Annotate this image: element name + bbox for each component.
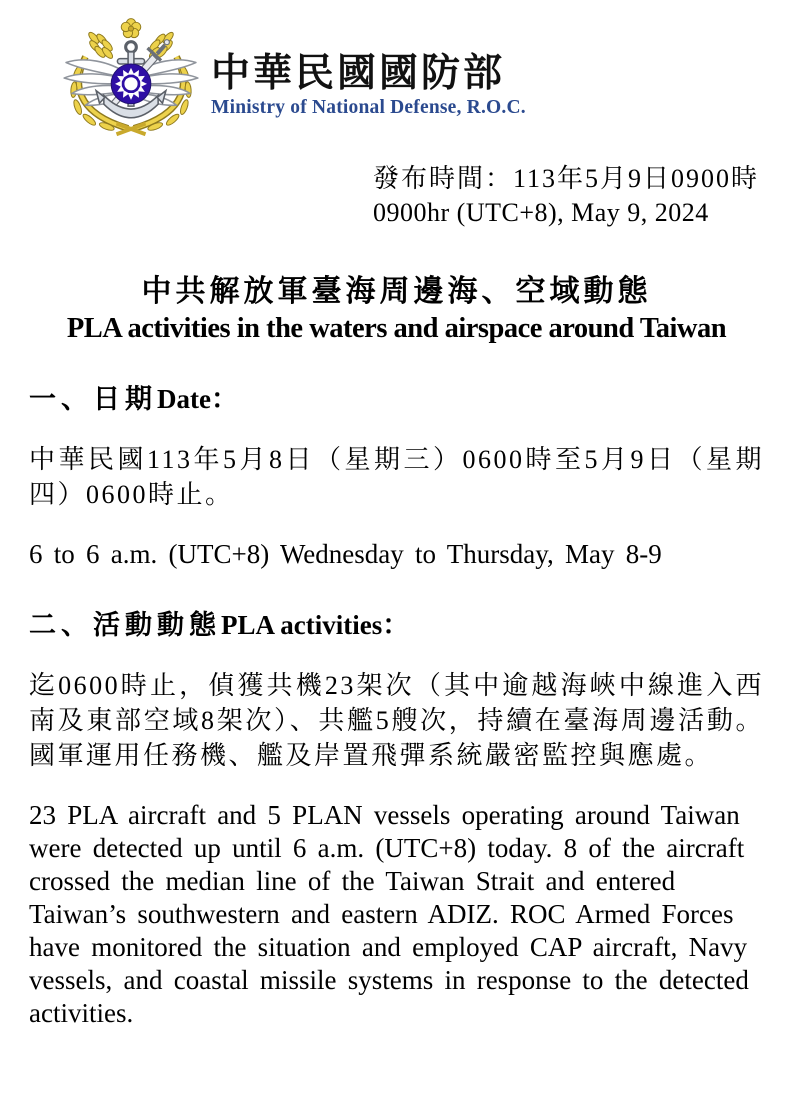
header-text xyxy=(211,16,526,119)
release-time xyxy=(373,162,764,230)
section-1-paragraph-en: 6 to 6 a.m. (UTC+8) Wednesday to Thursday, May 8-9 xyxy=(29,539,662,569)
wheat-ear-left xyxy=(83,27,118,63)
section-2-heading xyxy=(29,603,764,642)
document-title-en: PLA activities in the waters and airspace around Taiwan xyxy=(66,313,727,344)
mnd-emblem-icon xyxy=(57,16,205,142)
document-title-zh: 中共解放軍臺海周邊海、空域動態 xyxy=(141,275,652,308)
section-2-heading-en: PLA activities： xyxy=(221,610,410,640)
roc-sun xyxy=(111,64,151,104)
section-1-heading-zh: 一、日期 xyxy=(29,384,157,414)
plum-blossom xyxy=(121,19,141,38)
section-1-paragraph-zh: 中華民國113年5月8日（星期三）0600時至5月9日（星期四）0600時止。 xyxy=(29,445,764,509)
document-title xyxy=(29,266,764,345)
section-2-paragraph-en: 23 PLA aircraft and 5 PLAN vessels operating around Taiwan were detected up until 6 a.m. (UTC+8) today. 8 of the aircraft crossed the median line of the Taiwan Strait and entered Taiwan’s southwestern and eastern ADIZ. ROC Armed Forces have monitored the situation and employed CAP aircraft, Navy vessels, and coastal missile systems in response to the detected activities. xyxy=(29,800,749,1028)
release-time-zh: 發布時間：113年5月9日0900時 xyxy=(373,164,760,193)
org-name-en: Ministry of National Defense, R.O.C. xyxy=(211,97,526,118)
section-2-heading-zh: 二、活動動態 xyxy=(29,610,221,640)
section-1-heading xyxy=(29,377,764,416)
org-name-zh: 中華民國國防部 xyxy=(211,52,506,95)
section-2-paragraph-zh: 迄0600時止，偵獲共機23架次（其中逾越海峽中線進入西南及東部空域8架次）、共艦5艘次，持續在臺海周邊活動。國軍運用任務機、艦及岸置飛彈系統嚴密監控與應處。 xyxy=(29,671,764,770)
release-time-en: 0900hr (UTC+8), May 9, 2024 xyxy=(373,198,709,227)
header xyxy=(29,16,764,142)
section-1-heading-en: Date： xyxy=(157,384,238,414)
